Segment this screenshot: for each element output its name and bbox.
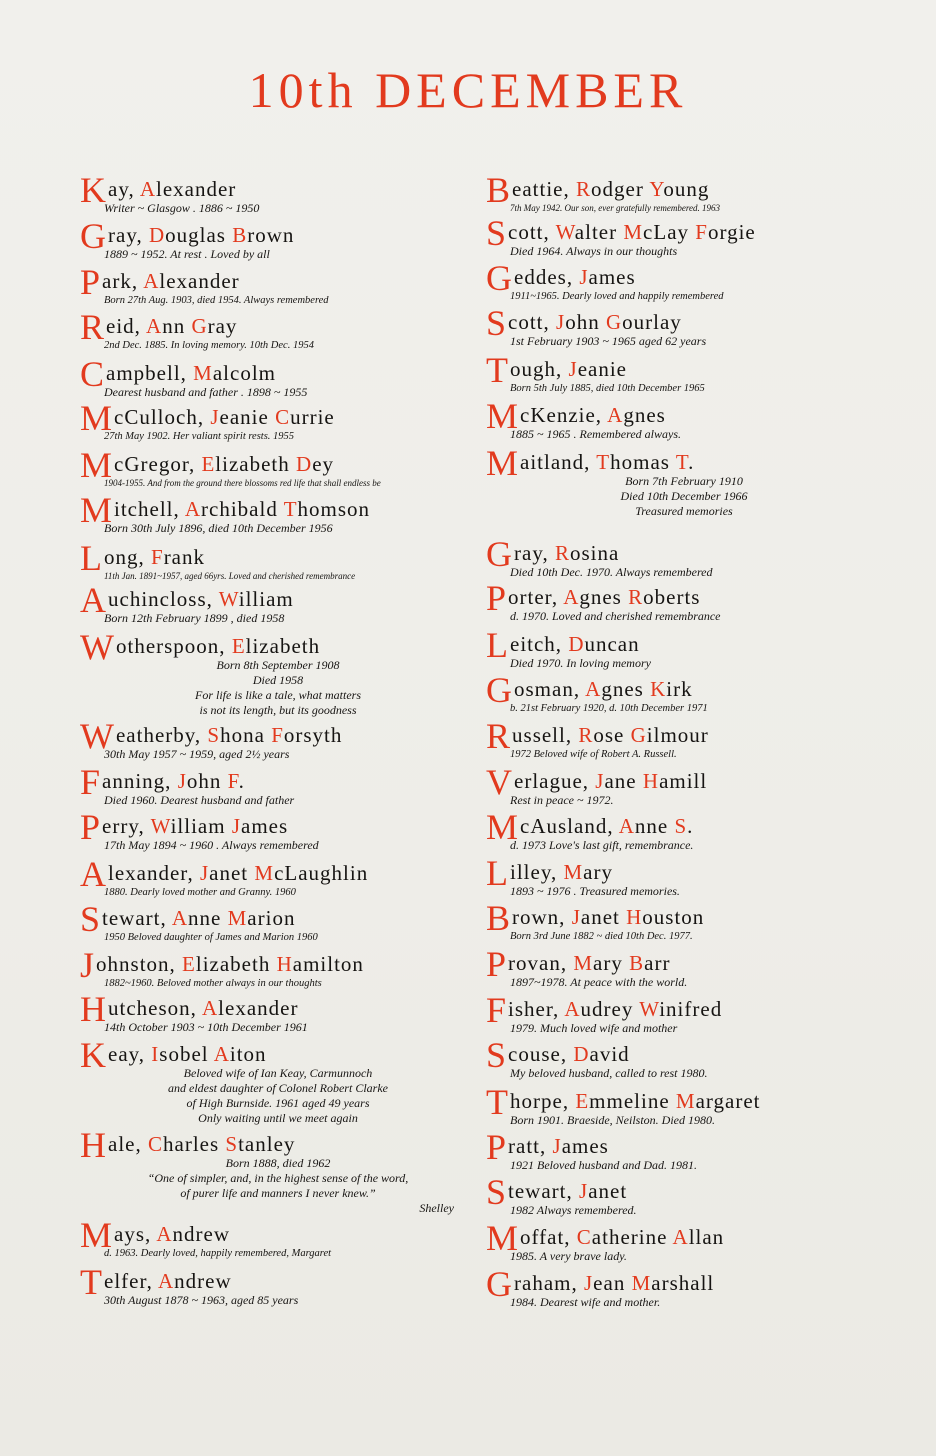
memorial-entry — [486, 853, 866, 899]
illuminated-initial: T — [486, 350, 509, 390]
entry-detail: 1885 ~ 1965 . Remembered always. — [510, 427, 682, 441]
illuminated-initial: H — [80, 1125, 107, 1165]
entry-name: Verlague, Jane Hamill — [486, 762, 708, 802]
entry-detail: d. 1973 Love's last gift, remembrance. — [510, 838, 694, 852]
entry-name: Brown, Janet Houston — [486, 898, 705, 938]
memorial-entry — [80, 627, 460, 718]
entry-detail: of High Burnside. 1961 aged 49 years — [186, 1096, 370, 1110]
memorial-entry — [80, 899, 460, 945]
illuminated-initial: L — [486, 853, 509, 893]
entry-name: Gray, Douglas Brown — [80, 216, 295, 256]
illuminated-initial: M — [80, 445, 114, 485]
memorial-entry — [486, 1172, 866, 1218]
entry-detail: 1950 Beloved daughter of James and Marion 1960 — [104, 932, 318, 943]
illuminated-initial: W — [80, 716, 115, 756]
entry-detail: Born 1901. Braeside, Neilston. Died 1980. — [510, 1113, 715, 1127]
entry-detail: 1984. Dearest wife and mother. — [510, 1295, 661, 1309]
entry-detail: 1911~1965. Dearly loved and happily remembered — [510, 291, 724, 302]
entry-name: Leitch, Duncan — [486, 625, 640, 665]
entry-name: Long, Frank — [80, 538, 206, 578]
memorial-entry — [80, 354, 460, 400]
entry-detail: d. 1970. Loved and cherished remembrance — [510, 609, 721, 623]
entry-name: McAusland, Anne S. — [486, 807, 694, 847]
memorial-entry — [486, 350, 866, 396]
illuminated-initial: A — [80, 580, 107, 620]
illuminated-initial: S — [486, 303, 508, 343]
entry-detail: Writer ~ Glasgow . 1886 ~ 1950 — [104, 201, 260, 215]
entry-name: Kay, Alexander — [80, 170, 237, 210]
entry-detail: 30th August 1878 ~ 1963, aged 85 years — [104, 1293, 299, 1307]
memorial-entry — [80, 854, 460, 900]
illuminated-initial: M — [80, 1215, 114, 1255]
entry-detail: Born 1888, died 1962 — [225, 1156, 331, 1170]
memorial-entry — [486, 807, 866, 853]
entry-detail: For life is like a tale, what matters — [195, 688, 361, 702]
entry-name: Gray, Rosina — [486, 534, 620, 574]
illuminated-initial: W — [80, 627, 115, 667]
memorial-entry — [486, 990, 866, 1036]
memorial-entry — [80, 1035, 460, 1126]
entry-detail: 11th Jan. 1891~1957, aged 66yrs. Loved and cherished remembrance — [104, 571, 356, 581]
entry-detail: 1889 ~ 1952. At rest . Loved by all — [104, 247, 270, 261]
entry-detail: 1897~1978. At peace with the world. — [510, 975, 688, 989]
entry-name: Campbell, Malcolm — [80, 354, 277, 394]
entry-detail: Beloved wife of Ian Keay, Carmunnoch — [183, 1066, 373, 1080]
memorial-entry — [80, 307, 460, 353]
entry-detail: 1882~1960. Beloved mother always in our thoughts — [104, 978, 322, 989]
entry-name: Park, Alexander — [80, 262, 240, 302]
illuminated-initial: R — [80, 307, 106, 347]
illuminated-initial: P — [486, 944, 508, 984]
entry-name: Keay, Isobel Aiton — [80, 1035, 267, 1075]
entry-name: Moffat, Catherine Allan — [486, 1218, 725, 1258]
illuminated-initial: G — [486, 1264, 513, 1304]
memorial-entry — [486, 1035, 866, 1081]
illuminated-initial: S — [486, 1172, 508, 1212]
entry-name: Scott, John Gourlay — [486, 303, 682, 343]
entry-name: Johnston, Elizabeth Hamilton — [80, 945, 364, 985]
entry-detail: Died 1970. In loving memory — [510, 656, 651, 670]
entry-name: Provan, Mary Barr — [486, 944, 671, 984]
entry-detail: 1985. A very brave lady. — [510, 1249, 627, 1263]
entry-detail: is not its length, but its goodness — [199, 703, 357, 717]
memorial-entry — [486, 1082, 866, 1128]
entry-detail: 1982 Always remembered. — [510, 1203, 637, 1217]
entry-detail: Dearest husband and father . 1898 ~ 1955 — [104, 385, 308, 399]
memorial-entry — [80, 945, 460, 991]
entry-name: Wotherspoon, Elizabeth — [80, 627, 321, 667]
entry-name: McCulloch, Jeanie Currie — [80, 398, 335, 438]
memorial-entry — [486, 716, 866, 762]
entry-name: Russell, Rose Gilmour — [486, 716, 709, 756]
memorial-entry — [80, 989, 460, 1035]
memorial-entry — [486, 1218, 866, 1264]
memorial-entry — [80, 1262, 460, 1308]
illuminated-initial: L — [80, 538, 103, 578]
illuminated-initial: B — [486, 898, 512, 938]
memorial-entry — [486, 944, 866, 990]
memorial-entry — [486, 258, 866, 304]
memorial-entry — [486, 303, 866, 349]
illuminated-initial: P — [80, 807, 102, 847]
entry-detail: Died 10th Dec. 1970. Always remembered — [510, 565, 713, 579]
entry-detail: 1979. Much loved wife and mother — [510, 1021, 678, 1035]
entry-name: Hutcheson, Alexander — [80, 989, 299, 1029]
illuminated-initial: F — [80, 762, 102, 802]
entry-name: Geddes, James — [486, 258, 636, 298]
entry-name: Fisher, Audrey Winifred — [486, 990, 723, 1030]
entry-name: McGregor, Elizabeth Dey — [80, 445, 335, 485]
entry-name: Auchincloss, William — [80, 580, 294, 620]
entry-name: Gosman, Agnes Kirk — [486, 670, 693, 710]
memorial-entry — [486, 898, 866, 944]
quote-attribution: Shelley — [419, 1201, 454, 1215]
illuminated-initial: A — [80, 854, 107, 894]
illuminated-initial: G — [486, 258, 513, 298]
illuminated-initial: G — [80, 216, 107, 256]
entry-name: Tough, Jeanie — [486, 350, 627, 390]
memorial-entry — [486, 762, 866, 808]
memorial-entry — [80, 398, 460, 444]
illuminated-initial: K — [80, 1035, 107, 1075]
entry-name: Perry, William James — [80, 807, 289, 847]
entry-detail: Born 27th Aug. 1903, died 1954. Always remembered — [104, 295, 329, 306]
memorial-entry — [486, 213, 866, 259]
entry-detail: 1st February 1903 ~ 1965 aged 62 years — [510, 334, 707, 348]
memorial-entry — [80, 262, 460, 308]
entry-name: Hale, Charles Stanley — [80, 1125, 296, 1165]
memorial-entry — [80, 538, 460, 584]
entry-detail: My beloved husband, called to rest 1980. — [510, 1066, 708, 1080]
memorial-entry — [486, 396, 866, 442]
memorial-entry — [486, 625, 866, 671]
entry-name: Stewart, Janet — [486, 1172, 628, 1212]
entry-detail: Died 10th December 1966 — [620, 489, 748, 503]
illuminated-initial: M — [486, 396, 520, 436]
entry-detail: 30th May 1957 ~ 1959, aged 2½ years — [104, 747, 290, 761]
entry-detail: 1921 Beloved husband and Dad. 1981. — [510, 1158, 697, 1172]
illuminated-initial: R — [486, 716, 512, 756]
entry-detail: Born 12th February 1899 , died 1958 — [104, 611, 285, 625]
entry-name: Graham, Jean Marshall — [486, 1264, 715, 1304]
entry-name: Alexander, Janet McLaughlin — [80, 854, 369, 894]
entry-name: Reid, Ann Gray — [80, 307, 238, 347]
memorial-entry — [80, 807, 460, 853]
entry-detail: Born 7th February 1910 — [625, 474, 743, 488]
illuminated-initial: P — [80, 262, 102, 302]
illuminated-initial: P — [486, 578, 508, 618]
entry-name: Mitchell, Archibald Thomson — [80, 490, 371, 530]
illuminated-initial: M — [486, 807, 520, 847]
illuminated-initial: P — [486, 1127, 508, 1167]
entry-detail: Only waiting until we meet again — [198, 1111, 358, 1125]
entry-detail: Died 1958 — [252, 673, 304, 687]
illuminated-initial: G — [486, 534, 513, 574]
entry-detail: 1893 ~ 1976 . Treasured memories. — [510, 884, 680, 898]
entry-name: Mays, Andrew — [80, 1215, 231, 1255]
memorial-entry — [486, 534, 866, 580]
illuminated-initial: F — [486, 990, 508, 1030]
entry-name: Lilley, Mary — [486, 853, 613, 893]
memorial-entry — [80, 580, 460, 626]
memorial-entry — [80, 1125, 460, 1216]
illuminated-initial: J — [80, 945, 96, 985]
illuminated-initial: C — [80, 354, 106, 394]
entry-name: McKenzie, Agnes — [486, 396, 666, 436]
illuminated-initial: B — [486, 170, 512, 210]
illuminated-initial: M — [486, 1218, 520, 1258]
illuminated-initial: S — [80, 899, 102, 939]
illuminated-initial: T — [486, 1082, 509, 1122]
illuminated-initial: H — [80, 989, 107, 1029]
entry-name: Scott, Walter McLay Forgie — [486, 213, 756, 253]
page-title: 10th DECEMBER — [248, 62, 688, 118]
memorial-entry — [80, 445, 460, 491]
memorial-entry — [80, 490, 460, 536]
entry-detail: 14th October 1903 ~ 10th December 1961 — [104, 1020, 308, 1034]
entry-detail: Treasured memories — [635, 504, 733, 518]
entry-detail: Born 3rd June 1882 ~ died 10th Dec. 1977. — [510, 931, 693, 942]
entry-name: Porter, Agnes Roberts — [486, 578, 701, 618]
entry-name: Telfer, Andrew — [80, 1262, 232, 1302]
memorial-entry — [80, 170, 460, 216]
entry-detail: 27th May 1902. Her valiant spirit rests. 1955 — [104, 431, 295, 442]
illuminated-initial: M — [80, 398, 114, 438]
entry-name: Pratt, James — [486, 1127, 609, 1167]
illuminated-initial: S — [486, 1035, 508, 1075]
memorial-entry — [486, 578, 866, 624]
entry-detail: 7th May 1942. Our son, ever gratefully remembered. 1963 — [510, 203, 721, 213]
illuminated-initial: S — [486, 213, 508, 253]
entry-detail: 1904-1955. And from the ground there blossoms red life that shall endless be — [104, 478, 381, 488]
memorial-entry — [486, 670, 866, 716]
entry-detail: Died 1964. Always in our thoughts — [510, 244, 678, 258]
illuminated-initial: M — [80, 490, 114, 530]
entry-detail: Died 1960. Dearest husband and father — [104, 793, 295, 807]
memorial-entry — [486, 1127, 866, 1173]
entry-detail: b. 21st February 1920, d. 10th December 1971 — [510, 703, 708, 714]
entry-detail: 17th May 1894 ~ 1960 . Always remembered — [104, 838, 319, 852]
memorial-entry — [486, 1264, 866, 1310]
entry-detail: Born 30th July 1896, died 10th December 1956 — [104, 521, 333, 535]
illuminated-initial: L — [486, 625, 509, 665]
entry-detail: Rest in peace ~ 1972. — [510, 793, 614, 807]
entry-detail: Born 8th September 1908 — [216, 658, 340, 672]
memorial-entry — [80, 216, 460, 262]
memorial-entry — [80, 716, 460, 762]
entry-name: Maitland, Thomas T. — [486, 443, 695, 483]
entry-detail: 1972 Beloved wife of Robert A. Russell. — [510, 749, 677, 760]
entry-name: Beattie, Rodger Young — [486, 170, 710, 210]
entry-detail: and eldest daughter of Colonel Robert Clarke — [168, 1081, 388, 1095]
entry-name: Thorpe, Emmeline Margaret — [486, 1082, 761, 1122]
illuminated-initial: G — [486, 670, 513, 710]
entry-detail: 2nd Dec. 1885. In loving memory. 10th Dec. 1954 — [104, 340, 314, 351]
entry-detail: d. 1963. Dearly loved, happily remembered, Margaret — [104, 1248, 332, 1259]
memorial-entry — [486, 170, 866, 216]
illuminated-initial: M — [486, 443, 520, 483]
illuminated-initial: T — [80, 1262, 103, 1302]
memorial-entry — [80, 1215, 460, 1261]
memorial-entry — [486, 443, 866, 519]
entry-detail: “One of simpler, and, in the highest sense of the word, — [147, 1171, 409, 1185]
illuminated-initial: K — [80, 170, 107, 210]
memorial-entry — [80, 762, 460, 808]
entry-detail: 1880. Dearly loved mother and Granny. 1960 — [104, 887, 296, 898]
entry-name: Fanning, John F. — [80, 762, 245, 802]
entry-name: Stewart, Anne Marion — [80, 899, 296, 939]
entry-detail: of purer life and manners I never knew.” — [180, 1186, 376, 1200]
entry-detail: Born 5th July 1885, died 10th December 1965 — [510, 383, 705, 394]
entry-name: Weatherby, Shona Forsyth — [80, 716, 343, 756]
entry-name: Scouse, David — [486, 1035, 630, 1075]
illuminated-initial: V — [486, 762, 513, 802]
